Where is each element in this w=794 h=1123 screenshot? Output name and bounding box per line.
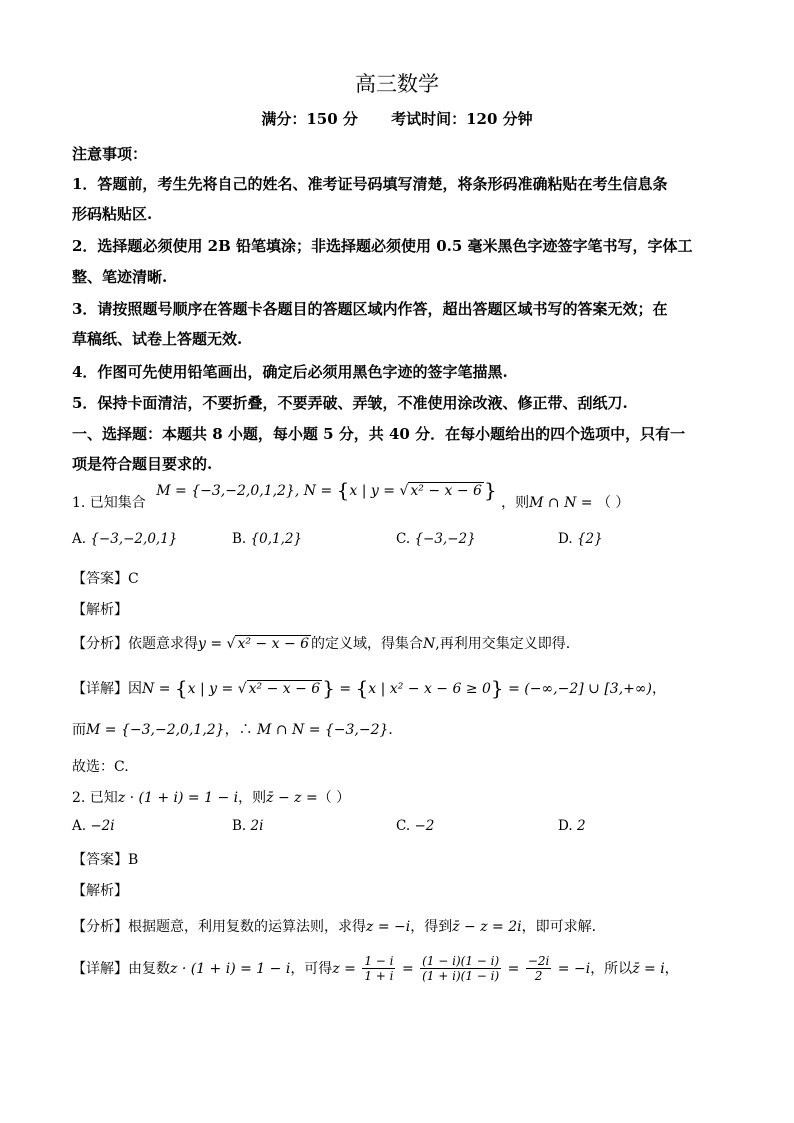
q1-fenxi: 【分析】依题意求得y = √ x² − x − 6 的定义域，得集合N,再利用交集定义即得. [72, 636, 571, 652]
q2-option-b[interactable]: B. 2i [232, 818, 264, 834]
page-title: 高三数学 [355, 72, 439, 96]
q2-analysis-tag: 【解析】 [72, 883, 128, 899]
note-line: 草稿纸、试卷上答题无效. [72, 330, 243, 348]
section-heading-2: 项是符合题目要求的. [72, 455, 213, 473]
full-score: 满分：150 分 [261, 110, 358, 128]
section-heading-1: 一、选择题：本题共 8 小题，每小题 5 分，共 40 分．在每小题给出的四个选项中，只有一 [72, 425, 686, 443]
q1-option-a[interactable]: A. {−3,−2,0,1} [72, 531, 178, 547]
q2-stem: 2. 已知z · (1 + i) = 1 − i，则z̄ − z =（ ） [72, 790, 351, 806]
note-line: 1．答题前，考生先将自己的姓名、准考证号码填写清楚，将条形码准确粘贴在考生信息条 [72, 175, 668, 193]
note-line: 4．作图可先使用铅笔画出，确定后必须用黑色字迹的签字笔描黑. [72, 363, 508, 381]
note-line: 3．请按照题号顺序在答题卡各题目的答题区域内作答，超出答题区域书写的答案无效；在 [72, 300, 668, 318]
fraction: $\frac{1 - i}{1 + i}$ [364, 954, 394, 984]
q1-choose: 故选：C. [72, 759, 129, 775]
note-line: 2．选择题必须使用 2B 铅笔填涂；非选择题必须使用 0.5 毫米黑色字迹签字笔书写，字体工 [72, 237, 693, 255]
q1-option-d[interactable]: D. {2} [558, 531, 603, 547]
q1-analysis-tag: 【解析】 [72, 602, 128, 618]
q1-option-b[interactable]: B. {0,1,2} [232, 531, 303, 547]
exam-time: 考试时间：120 分钟 [391, 110, 533, 128]
q1-option-c[interactable]: C. {−3,−2} [396, 531, 476, 547]
note-line: 5．保持卡面清洁，不要折叠，不要弄破、弄皱，不准使用涂改液、修正带、刮纸刀. [72, 394, 628, 412]
fraction: $\frac{-2i}{2}$ [527, 954, 550, 984]
q2-option-c[interactable]: C. −2 [396, 818, 435, 834]
q2-fenxi: 【分析】根据题意，利用复数的运算法则，求得z = −i，得到z̄ − z = 2i，即可求解. [72, 919, 597, 935]
q2-answer: 【答案】B [72, 852, 139, 868]
q2-detail: 【详解】由复数z · (1 + i) = 1 − i，可得z = $\frac{1 - i}{1 + i}$ = $\frac{(1 - i)(1 - i)}{(1 + i)(1 - i)}$ = $\frac{-2i}{2}$ = −i，所以z̄ = i， [72, 954, 679, 984]
q2-option-d[interactable]: D. 2 [558, 818, 586, 834]
note-line: 整、笔迹清晰. [72, 268, 168, 286]
exam-meta [0, 108, 794, 129]
q1-answer: 【答案】C [72, 571, 139, 587]
q1-detail-line2: 而M = {−3,−2,0,1,2}，∴ M ∩ N = {−3,−2}． [72, 722, 403, 738]
q2-option-a[interactable]: A. −2i [72, 818, 115, 834]
note-line: 形码粘贴区. [72, 205, 153, 223]
fraction: $\frac{(1 - i)(1 - i)}{(1 + i)(1 - i)}$ [422, 954, 500, 984]
q1-set-m: M = {−3,−2,0,1,2} [156, 483, 295, 499]
notes-heading: 注意事项： [72, 145, 148, 163]
q1-detail: 【详解】因N = {x | y = √ x² − x − 6 } = {x | x² − x − 6 ≥ 0} = (−∞,−2] ∪ [3,+∞)， [72, 676, 666, 700]
q1-stem: 1. 已知集合 M = {−3,−2,0,1,2}, N = {x | y = √ x² − x − 6 } ，则M ∩ N = （ ） [72, 478, 630, 511]
